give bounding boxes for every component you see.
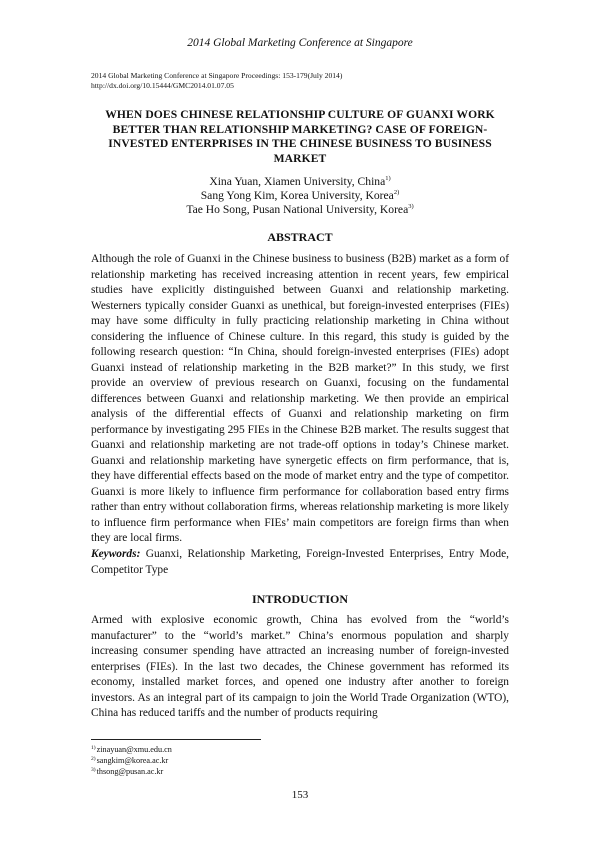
- introduction-text: Armed with explosive economic growth, China has evolved from the “world’s manufacturer” to the “world’s market.” China’s enormous population and sharply increasing consumer spending have attracted an increasing number of foreign-invested enterprises (FIEs). In the last two decades, the Chinese government has reformed its economy, installed market forces, and opened one industry after another to foreign investors. As an integral part of its campaign to join the World Trade Organization (WTO), China has reduced tariffs and the number of products requiring: [91, 614, 509, 719]
- doi-line: http://dx.doi.org/10.15444/GMC2014.01.07.05: [91, 81, 234, 90]
- footnote-email: zinayuan@xmu.edu.cn: [96, 745, 172, 754]
- introduction-heading: INTRODUCTION: [251, 592, 348, 606]
- footnote: [91, 755, 168, 766]
- author-name: Xina Yuan, Xiamen University, China: [209, 175, 386, 188]
- footnote-mark: 2): [91, 756, 96, 762]
- footnote-mark: 1): [91, 745, 96, 751]
- author-footnote-mark: 2): [393, 189, 400, 196]
- author-name: Tae Ho Song, Pusan National University, Korea: [186, 203, 409, 216]
- author-line: [0, 189, 600, 203]
- paper-title: WHEN DOES CHINESE RELATIONSHIP CULTURE OF GUANXI WORK BETTER THAN RELATIONSHIP MARKETING? CASE OF FOREIGN-INVESTED ENTERPRISES IN THE CHINESE BUSINESS TO BUSINESS MARKET: [105, 108, 495, 165]
- author-footnote-mark: 1): [385, 175, 391, 182]
- author-line: [0, 203, 600, 217]
- keywords-text: Guanxi, Relationship Marketing, Foreign-Invested Enterprises, Entry Mode, Competitor Type: [91, 548, 509, 576]
- author-line: [0, 175, 600, 189]
- footnote-email: sangkim@korea.ac.kr: [96, 756, 169, 765]
- footnote-mark: 3): [91, 767, 96, 773]
- page-number: 153: [291, 789, 309, 801]
- keywords-label: Keywords:: [91, 548, 141, 560]
- author-name: Sang Yong Kim, Korea University, Korea: [200, 189, 394, 202]
- footnote: [91, 744, 172, 755]
- abstract-heading: ABSTRACT: [267, 230, 333, 244]
- proceedings-line: 2014 Global Marketing Conference at Singapore Proceedings: 153-179(July 2014): [91, 71, 343, 80]
- running-head: 2014 Global Marketing Conference at Singapore: [187, 37, 413, 49]
- author-footnote-mark: 3): [408, 203, 414, 210]
- footnote: [91, 766, 163, 777]
- abstract-text: Although the role of Guanxi in the Chinese business to business (B2B) market as a form of relationship marketing has received increasing attention in recent years, few empirical studies have explicitly distinguished between Guanxi and relationship marketing. Westerners typically consider Guanxi as unethical, but foreign-invested enterprises (FIEs) may have some difficulty in fully practicing relationship marketing in China without considering the influence of Chinese culture. In this regard, this study is guided by the following research question: “In China, should foreign-invested enterprises (FIEs) adopt Guanxi instead of relationship marketing in the B2B market?” In this study, we first provide an overview of previous research on Guanxi, focusing on the fundamental differences between Guanxi and relationship marketing. We then provide an empirical analysis of the differential effects of Guanxi and relationship marketing on firm performance by investigating 295 FIEs in the Chinese B2B market. The results suggest that Guanxi and relationship marketing are not trade-off options in today’s Chinese market. Guanxi and relationship marketing have synergetic effects on firm performance, that is, they have differential effects based on the mode of market entry and the type of competitor. Guanxi is more likely to influence firm performance for collaboration based entry firms rather than entry without collaboration firms, whereas relationship marketing is more likely to influence firm performance when FIEs’ main competitors are foreign firms than when they are local firms.: [91, 253, 509, 544]
- keywords: [91, 547, 509, 578]
- footnote-divider: [91, 739, 261, 740]
- footnote-email: thsong@pusan.ac.kr: [96, 767, 164, 776]
